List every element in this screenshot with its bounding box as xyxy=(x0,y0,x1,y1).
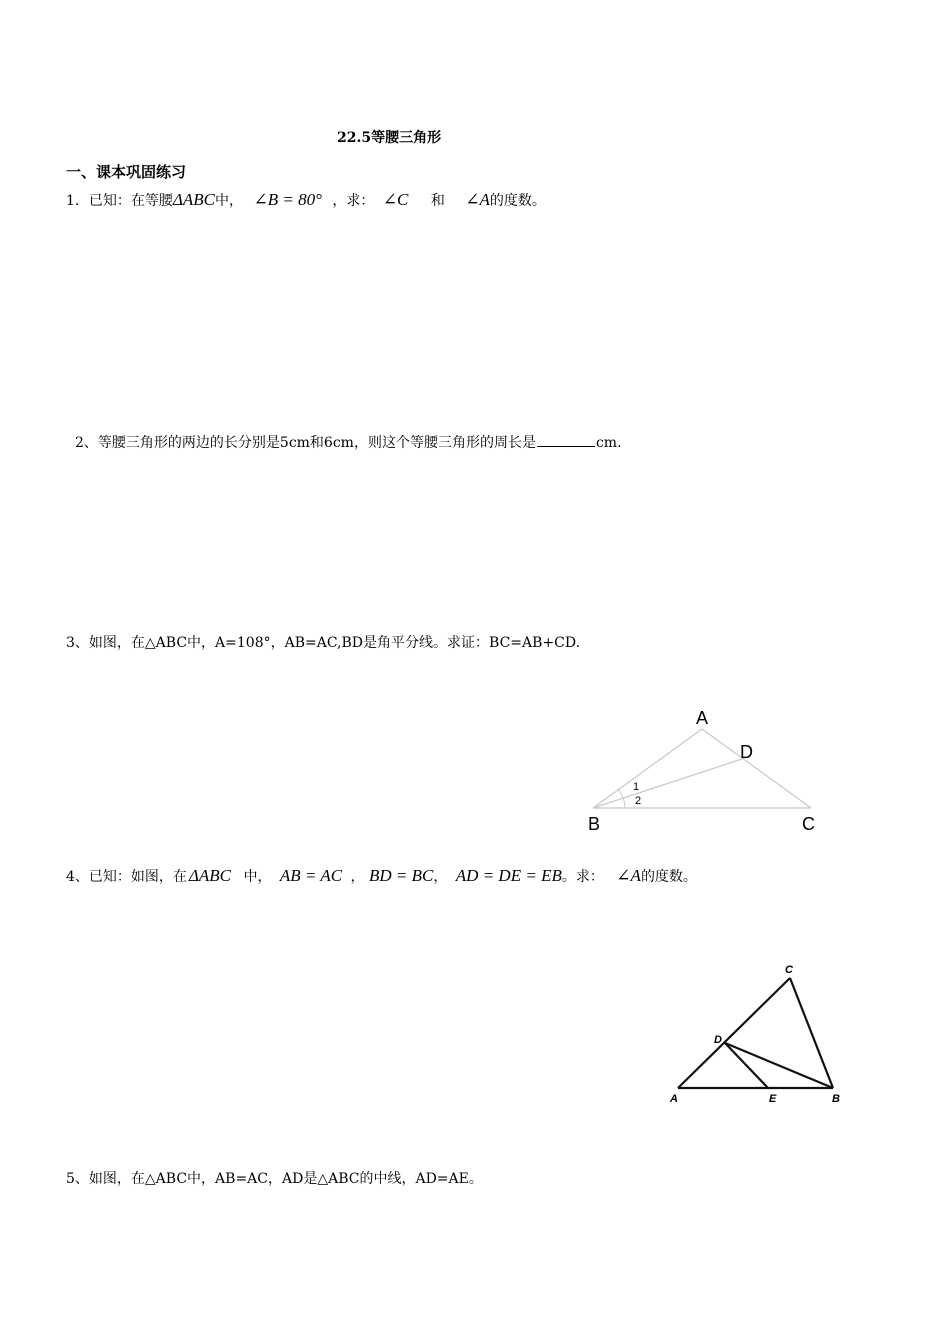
segment-db xyxy=(725,1043,833,1088)
label-b: B xyxy=(588,814,601,834)
label-b: B xyxy=(832,1093,840,1105)
q1-suffix: 的度数。 xyxy=(489,193,546,209)
section-heading: 一、课本巩固练习 xyxy=(66,163,187,181)
label-angle-1: 1 xyxy=(633,781,640,793)
q4-prefix: 4、已知：如图，在 xyxy=(66,869,187,885)
question-2 xyxy=(75,432,622,452)
label-e: E xyxy=(769,1093,777,1105)
label-d: D xyxy=(714,1034,722,1046)
q2-text: 2、等腰三角形的两边的长分别是5cm和6cm，则这个等腰三角形的周长是 xyxy=(75,435,536,451)
segment-de xyxy=(725,1043,768,1088)
q1-prefix: 1．已知：在等腰 xyxy=(66,193,173,209)
q1-angle-b: ∠B = 80° xyxy=(253,190,322,209)
triangle-figure-q4 xyxy=(665,960,850,1110)
q2-unit: cm. xyxy=(595,435,622,451)
q1-mid2: ，求： xyxy=(332,193,375,209)
q4-triangle: ΔABC xyxy=(188,866,232,885)
q4-sep2: ， xyxy=(433,869,448,885)
question-4 xyxy=(66,866,697,886)
label-angle-2: 2 xyxy=(635,795,642,807)
side-ba xyxy=(593,729,702,808)
label-a: A xyxy=(670,1093,678,1105)
q1-triangle: ΔABC xyxy=(172,190,216,209)
q4-eq-ab-ac: AB = AC xyxy=(279,866,343,885)
question-5: 5、如图，在△ABC中，AB=AC，AD是△ABC的中线，AD=AE。 xyxy=(66,1171,483,1187)
q4-angle-a: ∠A xyxy=(616,866,641,885)
q1-and: 和 xyxy=(430,193,445,209)
triangle-figure-q3 xyxy=(580,700,830,840)
q1-angle-a: ∠A xyxy=(465,190,490,209)
side-ac xyxy=(678,978,790,1088)
q4-sep1: ， xyxy=(350,869,365,885)
q4-mid2: 。求： xyxy=(561,869,604,885)
q4-suffix: 的度数。 xyxy=(640,869,697,885)
q4-eq-bd-bc: BD = BC xyxy=(368,866,434,885)
question-3: 3、如图，在△ABC中，A=108°，AB=AC,BD是角平分线。求证：BC=AB+CD. xyxy=(66,635,581,651)
side-ac xyxy=(702,729,811,808)
answer-blank[interactable] xyxy=(537,434,595,447)
label-c: C xyxy=(785,964,793,976)
label-c: C xyxy=(802,814,815,834)
label-a: A xyxy=(696,708,709,728)
question-1 xyxy=(66,190,546,210)
page-title: 22.5等腰三角形 xyxy=(337,130,442,146)
q1-mid1: 中， xyxy=(215,193,244,209)
q1-angle-c: ∠C xyxy=(382,190,409,209)
q4-mid1: 中， xyxy=(243,869,272,885)
q4-eq-ad-de-eb: AD = DE = EB xyxy=(455,866,562,885)
label-d: D xyxy=(740,742,753,762)
bisector-bd xyxy=(593,758,745,808)
side-cb xyxy=(790,978,833,1088)
